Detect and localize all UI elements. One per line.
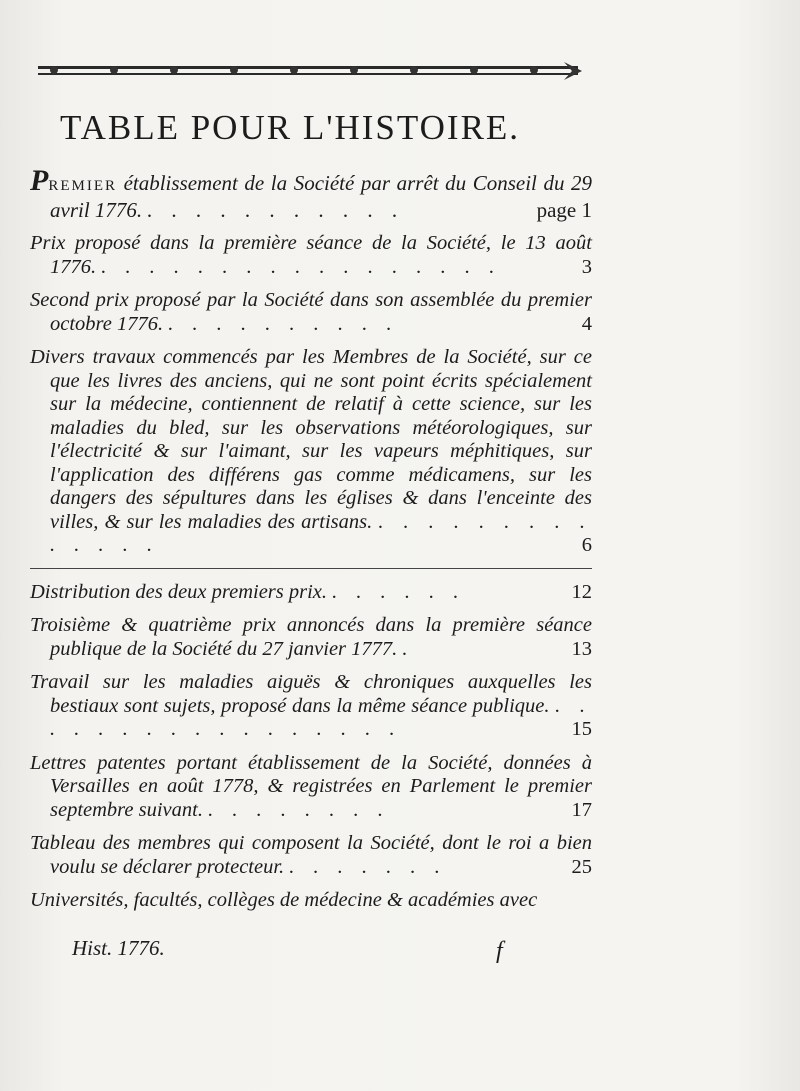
toc-entry (30, 232, 592, 279)
page-number: 17 (571, 798, 592, 821)
signature-letter: f (496, 938, 503, 964)
entry-text: Universités, facultés, collèges de médecine & académies avec (30, 889, 538, 911)
toc-entry (30, 671, 592, 742)
toc-entry (30, 832, 592, 879)
page-number: 6 (581, 534, 592, 556)
toc-entry (30, 346, 592, 558)
dot-leader: . (402, 637, 415, 660)
toc-entry (30, 752, 592, 823)
page-number: 13 (571, 637, 592, 660)
toc-entry (30, 166, 592, 222)
page-number: 15 (571, 718, 592, 740)
small-caps-text: REMIER (48, 178, 117, 194)
page-number: 4 (581, 312, 592, 335)
toc-entry (30, 614, 592, 661)
toc-entry (30, 581, 592, 605)
horizontal-rule (30, 568, 592, 569)
entry-text: Travail sur les maladies aiguës & chroniques auxquelles les bestiaux sont sujets, proposé dans la même séance publique. (30, 671, 592, 717)
entry-text: Prix proposé dans la première séance de la Société, le 13 août 1776. (30, 232, 592, 278)
toc-entry (30, 889, 592, 913)
page-number: 12 (571, 580, 592, 603)
decorative-border-ornament (34, 58, 586, 84)
signature-mark-left: Hist. 1776. (72, 936, 165, 960)
page-number: 25 (571, 855, 592, 878)
toc-entry (30, 289, 592, 336)
drop-cap: P (30, 164, 49, 197)
entry-text: Lettres patentes portant établissement de la Société, données à Versailles en août 1778, & registrées en Parlement le premier septembre suivant. (30, 751, 592, 821)
entry-text: Second prix proposé par la Société dans son assemblée du premier octobre 1776. (30, 289, 592, 335)
dot-leader: . . . . . . . . . . . . . . . . . (50, 694, 593, 740)
entry-text: Troisième & quatrième prix annoncés dans la première séance publique de la Société du 27 janvier 1777. (30, 614, 592, 660)
dot-leader: . . . . . . . . . . . . . . (50, 510, 593, 556)
dot-leader: . . . . . . . . . . . . . . . . . (101, 255, 502, 278)
page-footer (0, 936, 800, 976)
page-number: 3 (581, 255, 592, 278)
page-number: page 1 (536, 197, 592, 222)
dot-leader: . . . . . . . (289, 855, 447, 878)
dot-leader: . . . . . . . . (208, 798, 390, 821)
entry-text: Tableau des membres qui composent la Société, dont le roi a bien voulu se déclarer protecteur. (30, 832, 592, 878)
page-title: TABLE POUR L'HISTOIRE. (60, 108, 521, 147)
dot-leader: . . . . . . . . . . . (147, 197, 405, 222)
dot-leader: . . . . . . . . . . (168, 312, 399, 335)
table-of-contents (30, 166, 592, 923)
entry-text: Divers travaux commencés par les Membres de la Société, sur ce que les livres des anciens, qui ne sont point écrits spécialement sur la médecine, contiennent de relatif à cette science, sur les maladies du bled, sur les observations météorologiques, sur l'électricité & sur l'aimant, sur les vapeurs méphitiques, sur l'application des différens gas comme médicamens, sur les dangers des sépultures dans les églises & dans l'enceinte des villes, & sur les maladies des artisans. (30, 346, 592, 533)
dot-leader: . . . . . . (332, 580, 466, 603)
entry-text: établissement de la Société par arrêt du Conseil du 29 avril 1776. (50, 171, 592, 222)
entry-text: Distribution des deux premiers prix. (30, 580, 328, 603)
